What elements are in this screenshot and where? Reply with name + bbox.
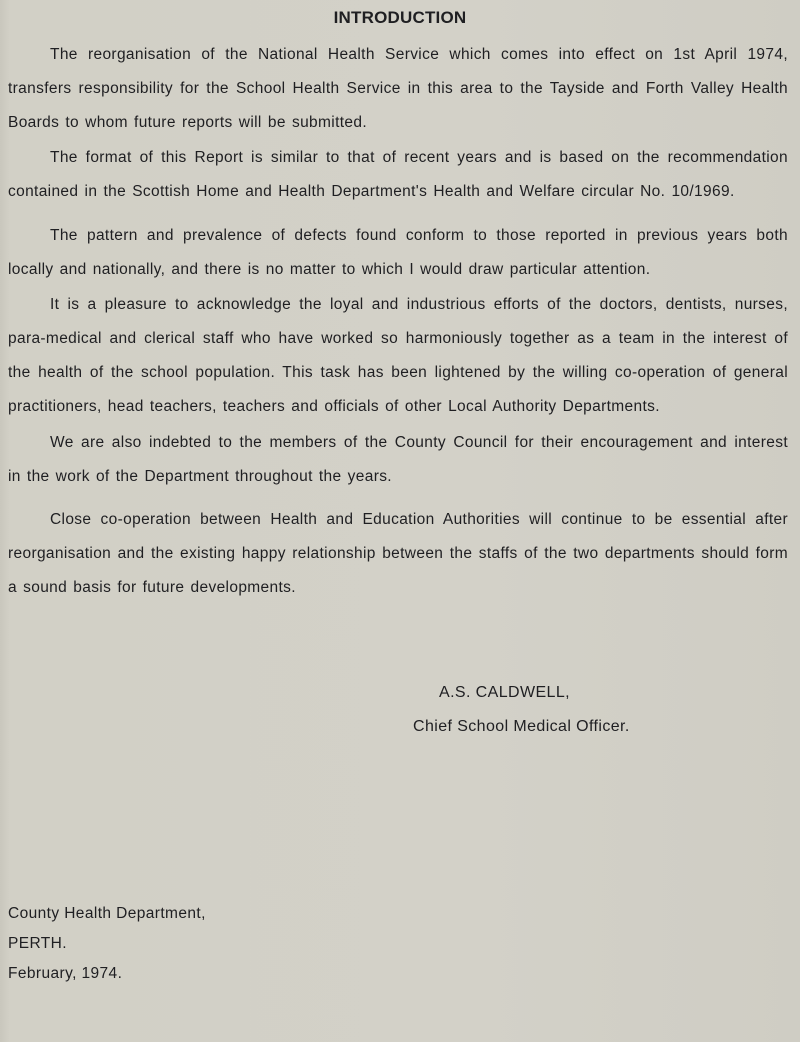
paragraph-report-format: The format of this Report is similar to that of recent years and is based on the recommendation contained in the Scottish Home and Health Department's Health and Welfare circular No. 10/1969. [8,149,788,200]
paragraph-cooperation: Close co-operation between Health and Education Authorities will continue to be essential after reorganisation and the existing happy relationship between the staffs of the two departments should form a sound basis for future developments. [8,511,788,596]
address-date: February, 1974. [8,965,123,982]
signature-block [413,676,630,744]
address-block [8,899,206,989]
paragraph-defects: The pattern and prevalence of defects found conform to those reported in previous years both locally and nationally, and there is no matter to which I would draw particular attention. [8,227,788,278]
address-department: County Health Department, [8,905,206,922]
paragraph-acknowledgement: It is a pleasure to acknowledge the loyal and industrious efforts of the doctors, dentists, nurses, para-medical and clerical staff who have worked so harmoniously together as a team in the interest of the health of the school population. This task has been lightened by the willing co-operation of general practitioners, head teachers, teachers and officials of other Local Authority Departments. [8,296,788,415]
paragraph-reorganisation: The reorganisation of the National Health Service which comes into effect on 1st April 1974, transfers responsibility for the School Health Service in this area to the Tayside and Forth Valley Health Boards to whom future reports will be submitted. [8,46,788,131]
signatory-role: Chief School Medical Officer. [413,718,630,735]
address-town: PERTH. [8,935,67,952]
paragraph-county-council: We are also indebted to the members of the County Council for their encouragement and interest in the work of the Department throughout the years. [8,434,788,485]
signatory-name: A.S. CALDWELL, [439,684,570,701]
page-title: INTRODUCTION [333,8,467,27]
